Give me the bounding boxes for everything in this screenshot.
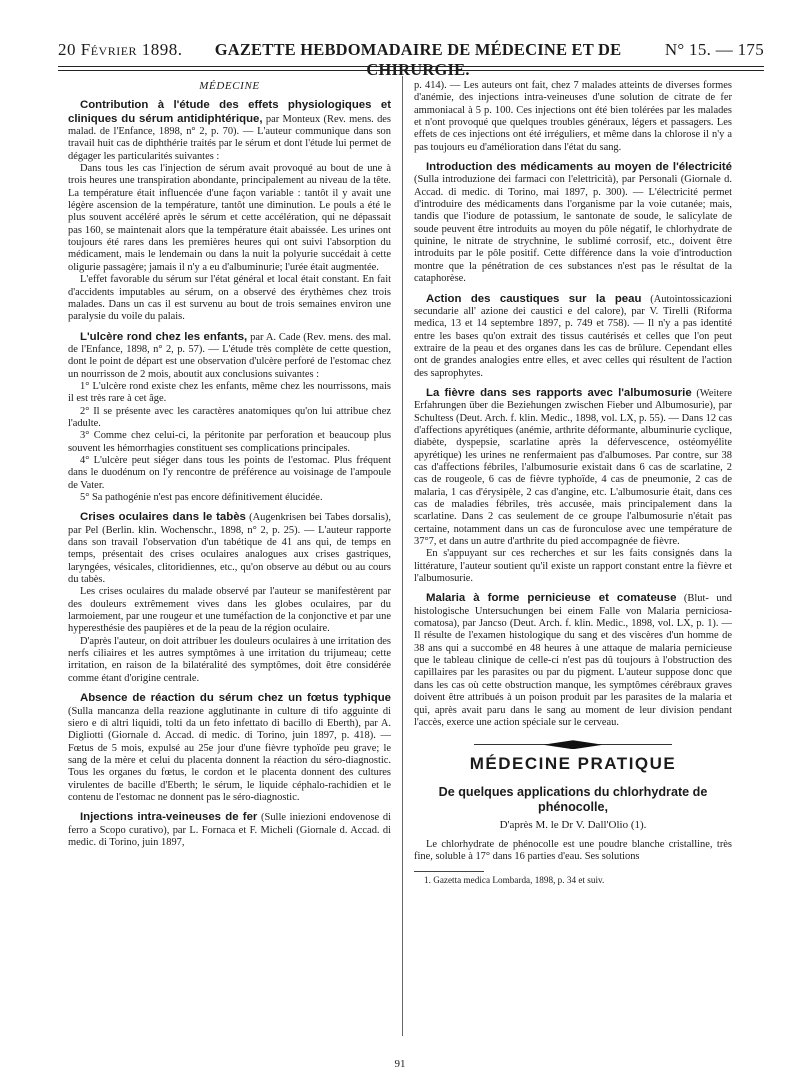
continued-text: p. 414). — Les auteurs ont fait, chez 7 malades atteints de diverses formes d'anémie, des injections intra-veineuses d'une solution de citrate de fer ammoniacal à 5 p. 100. Ces injections ont été bien tolérées par les malades et n'ont provoqué que quelques troubles généraux, légers et passagers. Les effets de ces injections ont été irréguliers, et même dans la chlorose il n'y a pas toujours eu d'amélioration dans l'état du sang.	[414, 80, 732, 153]
article-text: (Sulle iniezioni endovenose di ferro a Scopo curativo), par L. Fornaca et F. Micheli (Giornale d. Accad. di medic. di Torino, juin 1897,	[68, 812, 391, 848]
article-text: (Blut- und histologische Untersuchungen bei einem Falle von Malaria perniciosa-comatosa), par Jancso (Deut. Arch. f. klin. Medic., 1898, vol. LX, p. 1). — Il résulte de l'examen histologique du sang et des viscères d'un homme de 38 ans qui a succombé en 48 heures à une attaque de malaria pernicieuse que le tableau clinique de celle-ci n'est pas dû toujours à l'obstruction des capillaires par les parasites ou par du pigment. L'auteur suppose donc que dans les cas où cette obstruction manque, les symptômes cérébraux graves doivent être attribués à un poison produit par les parasites de la malaria et qui, après avait paru dans le sang au moment de leur division pendant l'accès, exerce une action spéciale sur le cerveau.	[414, 593, 732, 728]
article-caustiques	[414, 293, 732, 380]
article-paragraph: D'après l'auteur, on doit attribuer les douleurs oculaires à une irritation des nerfs ciliaires et les autres symptômes à une irritation du trijumeau; cette irritation, en raison de la bilatéralité des symptômes, doit être considérée comme étant d'origine centrale.	[68, 635, 391, 684]
article-paragraph: Les crises oculaires du malade observé par l'auteur se manifestèrent par des douleurs extrêmement vives dans les globes oculaires, par du larmoiement, par une rougeur et une tuméfaction de la conjonctive et par une hyperesthésie des paupières et de la peau de la région oculaire.	[68, 586, 391, 635]
article-paragraph: 5° Sa pathogénie n'est pas encore définitivement élucidée.	[80, 492, 323, 503]
article-malaria	[414, 592, 732, 729]
column-divider	[402, 76, 403, 1036]
article-text: par Monteux (Rev. mens. des malad. de l'Enfance, 1898, n° 2, p. 70). — L'auteur communique dans son travail huit cas de diphthérie traités par le sérum et dont l'étude lui permet de dégager les particularités suivantes :	[68, 113, 391, 162]
header-rule-thin	[58, 70, 764, 71]
article-text: (Weitere Erfahrungen über die Beziehungen zwischen Fieber und Albumosurie), par Schultess (Deut. Arch. f. klin. Medic., 1898, vol. LX, p. 55). — Dans 12 cas d'affections apyrétiques (anémie, arthrite déformante, albuminurie cyclique, diabète, dyspepsie, scarlatine après la défervescence, ostéomyélite apyrétique) les urines ne renfermaient pas d'albumoses. Par contre, sur 38 cas d'affections fébriles, l'albumosurie existait dans 6 cas de scarlatine, 2 cas de rougeole, 6 cas de fièvre typhoïde, 4 cas de pneumonie, 2 cas de malaria, 1 cas d'érysipèle, 2 cas d'angine, etc. L'albumosurie était, dans ces cas de maladies fébriles, très accusée, mais principalement dans la scarlatine. Dans 2 cas seulement de ce groupe l'albumosurie n'était pas certaine, notamment dans un cas de furonculose avec une température de 37°7, et dans un autre d'arthrite du pied accompagnée de fièvre.	[414, 387, 732, 548]
article-title: Action des caustiques sur la peau	[426, 292, 642, 305]
header-date: 20 Février 1898.	[58, 40, 183, 59]
footnote: 1. Gazetta medica Lombarda, 1898, p. 34 et suiv.	[424, 874, 605, 885]
page-number: 91	[394, 1058, 406, 1070]
article-paragraph: En s'appuyant sur ces recherches et sur les faits consignés dans la littérature, l'auteur soutient qu'il existe un rapport constant entre la fièvre et l'albumosurie.	[414, 548, 732, 585]
article-crises-oculaires	[68, 511, 391, 685]
article-paragraph: Le chlorhydrate de phénocolle est une poudre blanche cristalline, très fine, soluble à 17° dans 16 parties d'eau. Ses solutions	[414, 838, 732, 863]
article-title: Malaria à forme pernicieuse et comateuse	[426, 592, 677, 605]
section-heading: MÉDECINE	[199, 80, 260, 92]
article-title: Injections intra-veineuses de fer	[80, 811, 258, 824]
article-byline: D'après M. le Dr V. Dall'Olio (1).	[499, 818, 647, 831]
article-text: (Autointossicazioni secundarie all' azione dei caustici e del calore), par V. Tirelli (Riforma medica, 13 et 14 septembre 1897, p. 749 et 758). — Il n'y a pas identité entre les bases qu'on extrait des tissus cautérisés et celles que l'on peut extraire de la peau et des organes dans les cas de brûlure. Cependant elles ont de grandes analogies entre elles, et avec celles qui résultent de l'action des saprophytes.	[414, 293, 732, 379]
article-title: L'ulcère rond chez les enfants,	[80, 330, 248, 343]
article-paragraph: 2° Il se présente avec les caractères anatomiques qu'on lui attribue chez l'adulte.	[68, 405, 391, 429]
ornamental-divider	[414, 738, 732, 752]
footnote-rule	[414, 871, 484, 872]
left-column	[68, 80, 391, 1040]
article-albumosurie	[414, 387, 732, 586]
section-heading-pratique: MÉDECINE PRATIQUE	[469, 754, 677, 774]
running-header	[58, 40, 764, 79]
header-issue-page: N° 15. — 175	[664, 40, 764, 59]
article-paragraph: 4° L'ulcère peut siéger dans tous les points de l'estomac. Plus fréquent dans le duodénum on l'y rencontre de préférence au voisinage de l'ampoule de Vater.	[68, 454, 391, 491]
article-electricite	[414, 161, 732, 285]
article-title: La fièvre dans ses rapports avec l'albumosurie	[426, 386, 692, 399]
article-paragraph: Dans tous les cas l'injection de sérum avait provoqué au bout de une à trois heures une transpiration abondante, principalement au niveau de la tête. La température était influencée d'une façon variable : tantôt il y avait une légère ascension de la température, tantôt une diminution. Le pouls a été le plus souvent accéléré après le sérum et cette accélération, qui ne dépassait pas 160, se maintenait alors que la température était abaissée. Les urines ont toujours été rares dans les premières heures qui ont suivi l'absorption du médicament, mais le lendemain ou dans la nuit la polyurie succédait à cette oligurie passagère; jamais il n'y a eu d'albuminurie; l'urée était augmentée.	[68, 163, 391, 273]
article-foetus-typhique	[68, 692, 391, 804]
article-text: (Sulla introduzione dei farmaci con l'elettricità), par Personali (Giornale d. Accad. di medic. di Torino, mai 1897, p. 300). — L'électricité permet d'introduire des médicaments dans l'organisme par la voie cutanée; mais, tandis que l'iodure de potassium, le santonate de soude, le salicylate de soude peuvent être introduits au moyen du pôle négatif, le chlorhydrate de quinine, le nitrate de strychnine, le sublimé corrosif, etc., doivent être introduits par le pôle positif. Cette différence dans la voie d'introduction montre que la pénétration de ces substances n'est pas le résultat de la cataphorèse.	[414, 174, 732, 285]
article-title: Introduction des médicaments au moyen de l'électricité	[426, 161, 732, 174]
article-paragraph: L'effet favorable du sérum sur l'état général et local était constant. En fait d'accidents imputables au sérum, on a observé des érythèmes chez trois malades. Dans un cas il est survenu au bout de trois semaines environ une paralysie du voile du palais.	[68, 274, 391, 323]
article-paragraph: 1° L'ulcère rond existe chez les enfants, même chez les nourrissons, mais il est très rare à cet âge.	[68, 380, 391, 405]
article-ulcere-rond	[68, 331, 391, 505]
article-text: (Sulla mancanza della reazione agglutinante in culture di tifo agguinte di siero e di altri liquidi, tolti da un feto infettato di bacillo di Eberth), par A. Digliotti (Giornale d. Accad. di medic. di Torino, juin 1897, p. 418). — Fœtus de 5 mois, expulsé au 25e jour d'une fièvre typhoïde peu grave; le sang de la mère et celui du placenta donnent la réaction du séro-diagnostic. Tous les organes du fœtus, le cordon et le placenta donnent des cultures virulentes de bacille d'Eberth; le sérum, le liquide céphalo-rachidien et le contenu de l'estomac ne donnent pas le séro-diagnostic.	[68, 705, 391, 803]
article-title: Absence de réaction du sérum chez un fœtus typhique	[80, 692, 391, 705]
article-title: Crises oculaires dans le tabès	[80, 511, 246, 524]
article-text: (Augenkrisen bei Tabes dorsalis), par Pel (Berlin. klin. Wochenschr., 1898, n° 2, p. 25). — L'auteur rapporte dans son travail l'observation d'un tabétique de 41 ans qui, de temps en temps, présentait des crises oculaires analogues aux crises gastriques, laryngées, vésicales, clitoridiennes, etc., qu'on observe au début ou au cours du tabès.	[68, 512, 391, 586]
right-column	[414, 80, 732, 1040]
header-rule	[58, 66, 764, 67]
article-paragraph: 3° Comme chez celui-ci, la péritonite par perforation et beaucoup plus souvent les hémorrhagies constituent ses complications principales.	[68, 430, 391, 454]
article-title-phenocolle: De quelques applications du chlorhydrate de phénocolle,	[438, 784, 708, 814]
header-journal-title: GAZETTE HEBDOMADAIRE DE MÉDECINE ET DE CHIRURGIE.	[214, 40, 622, 79]
article-injections-fer	[68, 811, 391, 849]
article-title: Contribution à l'étude des effets physiologiques et cliniques du sérum antidiphtérique,	[68, 99, 391, 125]
article-serum-antidiphterique	[68, 99, 391, 323]
article-text: par A. Cade (Rev. mens. des mal. de l'Enfance, 1898, n° 2, p. 57). — L'étude très complète de cette question, dont le point de départ est une observation d'ulcère perforé de l'estomac chez un nourrisson de 2 mois, aboutit aux conclusions suivantes :	[68, 331, 391, 380]
